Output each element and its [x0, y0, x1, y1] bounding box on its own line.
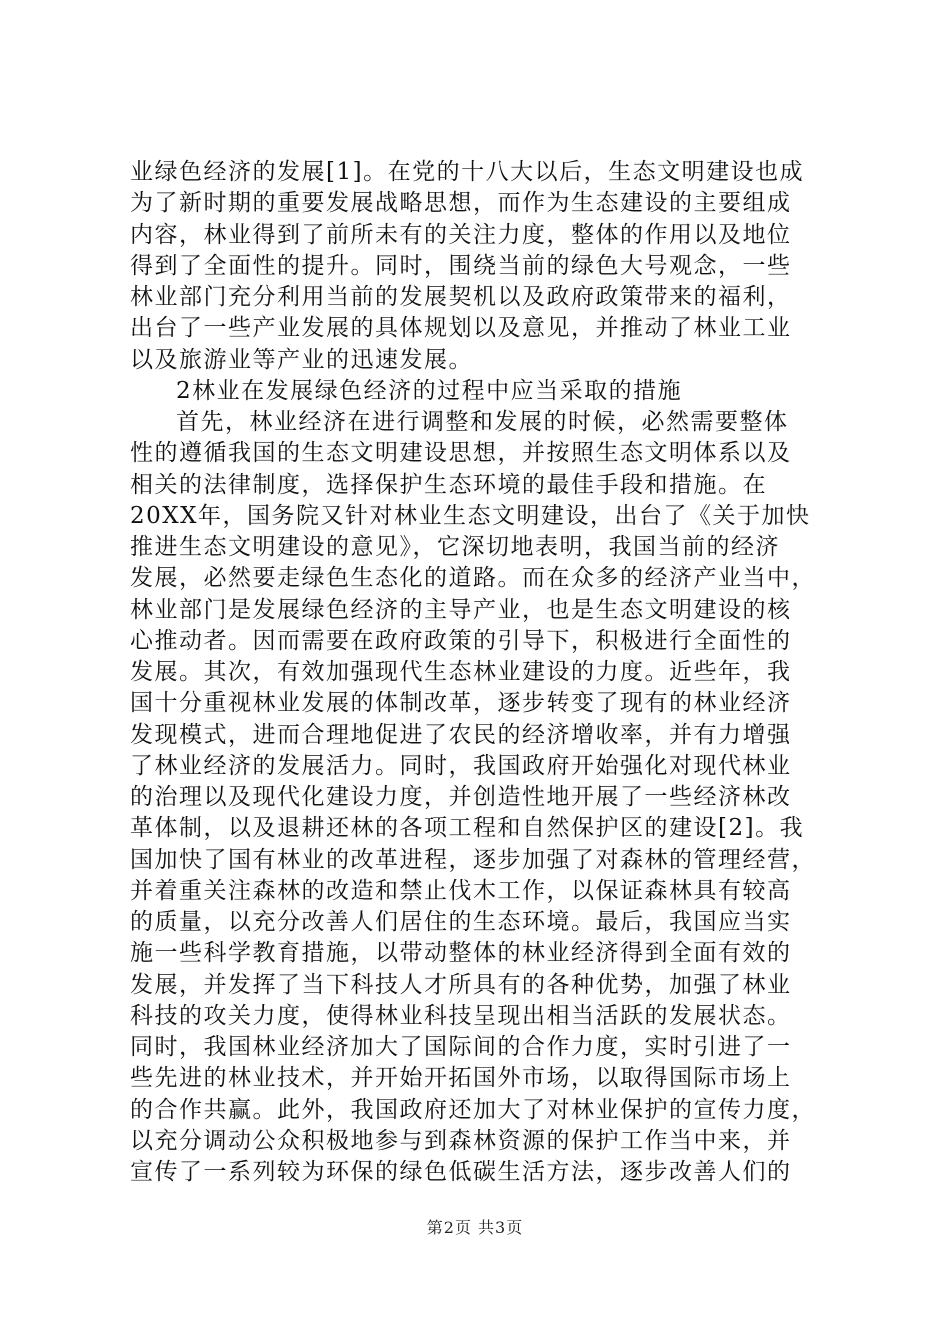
text-line: 相关的法律制度，选择保护生态环境的最佳手段和措施。在 [130, 471, 767, 498]
text-line: 发展，必然要走绿色生态化的道路。而在众多的经济产业当中， [130, 565, 816, 592]
text-line: 林业部门充分利用当前的发展契机以及政府政策带来的福利， [130, 284, 792, 310]
text-line: 施一些科学教育措施，以带动整体的林业经济得到全面有效的 [130, 940, 792, 967]
text-line: 发展，并发挥了当下科技人才所具有的各种优势，加强了林业 [130, 971, 792, 998]
text-line: 首先，林业经济在进行调整和发展的时候，必然需要整体 [176, 409, 789, 435]
text-line: 的治理以及现代化建设力度，并创造性地开展了一些经济林改 [130, 784, 792, 810]
text-line: 的合作共赢。此外，我国政府还加大了对林业保护的宣传力度， [130, 1096, 816, 1123]
text-line: 革体制，以及退耕还林的各项工程和自然保护区的建设[2]。我 [130, 815, 805, 842]
text-line: 发现模式，进而合理地促进了农民的经济增收率，并有力增强 [130, 721, 792, 748]
text-line: 以充分调动公众积极地参与到森林资源的保护工作当中来，并 [130, 1127, 792, 1154]
text-line: 心推动者。因而需要在政府政策的引导下，积极进行全面性的 [130, 627, 792, 654]
text-line: 得到了全面性的提升。同时，围绕当前的绿色大号观念，一些 [130, 252, 792, 279]
text-line: 以及旅游业等产业的迅速发展。 [130, 346, 473, 373]
text-line: 了林业经济的发展活力。同时，我国政府开始强化对现代林业 [130, 752, 792, 779]
text-line: 林业部门是发展绿色经济的主导产业，也是生态文明建设的核 [130, 596, 792, 623]
text-line: 性的遵循我国的生态文明建设思想，并按照生态文明体系以及 [130, 440, 792, 467]
text-line: 国加快了国有林业的改革进程，逐步加强了对森林的管理经营， [130, 846, 816, 873]
text-line: 的质量，以充分改善人们居住的生态环境。最后，我国应当实 [130, 909, 792, 935]
text-line: 发展。其次，有效加强现代生态林业建设的力度。近些年，我 [130, 659, 792, 685]
page-footer: 第2页 共3页 [426, 1218, 524, 1237]
text-line: 内容，林业得到了前所未有的关注力度，整体的作用以及地位 [130, 221, 792, 248]
text-line: 并着重关注森林的改造和禁止伐木工作，以保证森林具有较高 [130, 877, 792, 904]
text-line: 20XX年，国务院又针对林业生态文明建设，出台了《关于加快 [130, 502, 811, 529]
text-line: 同时，我国林业经济加大了国际间的合作力度，实时引进了一 [130, 1034, 792, 1060]
text-line: 为了新时期的重要发展战略思想，而作为生态建设的主要组成 [130, 190, 792, 217]
text-line: 出台了一些产业发展的具体规划以及意见，并推动了林业工业 [130, 315, 792, 342]
text-line: 推进生态文明建设的意见》，它深切地表明，我国当前的经济 [130, 534, 780, 560]
text-line: 宣传了一系列较为环保的绿色低碳生活方法，逐步改善人们的 [130, 1159, 792, 1185]
text-line: 科技的攻关力度，使得林业科技呈现出相当活跃的发展状态。 [130, 1002, 792, 1029]
text-line: 国十分重视林业发展的体制改革，逐步转变了现有的林业经济 [130, 690, 792, 717]
body-text [130, 157, 830, 1188]
text-line: 些先进的林业技术，并开始开拓国外市场，以取得国际市场上 [130, 1065, 792, 1092]
section-heading: 2林业在发展绿色经济的过程中应当采取的措施 [176, 377, 683, 404]
text-line: 业绿色经济的发展[1]。在党的十八大以后，生态文明建设也成 [130, 159, 805, 185]
